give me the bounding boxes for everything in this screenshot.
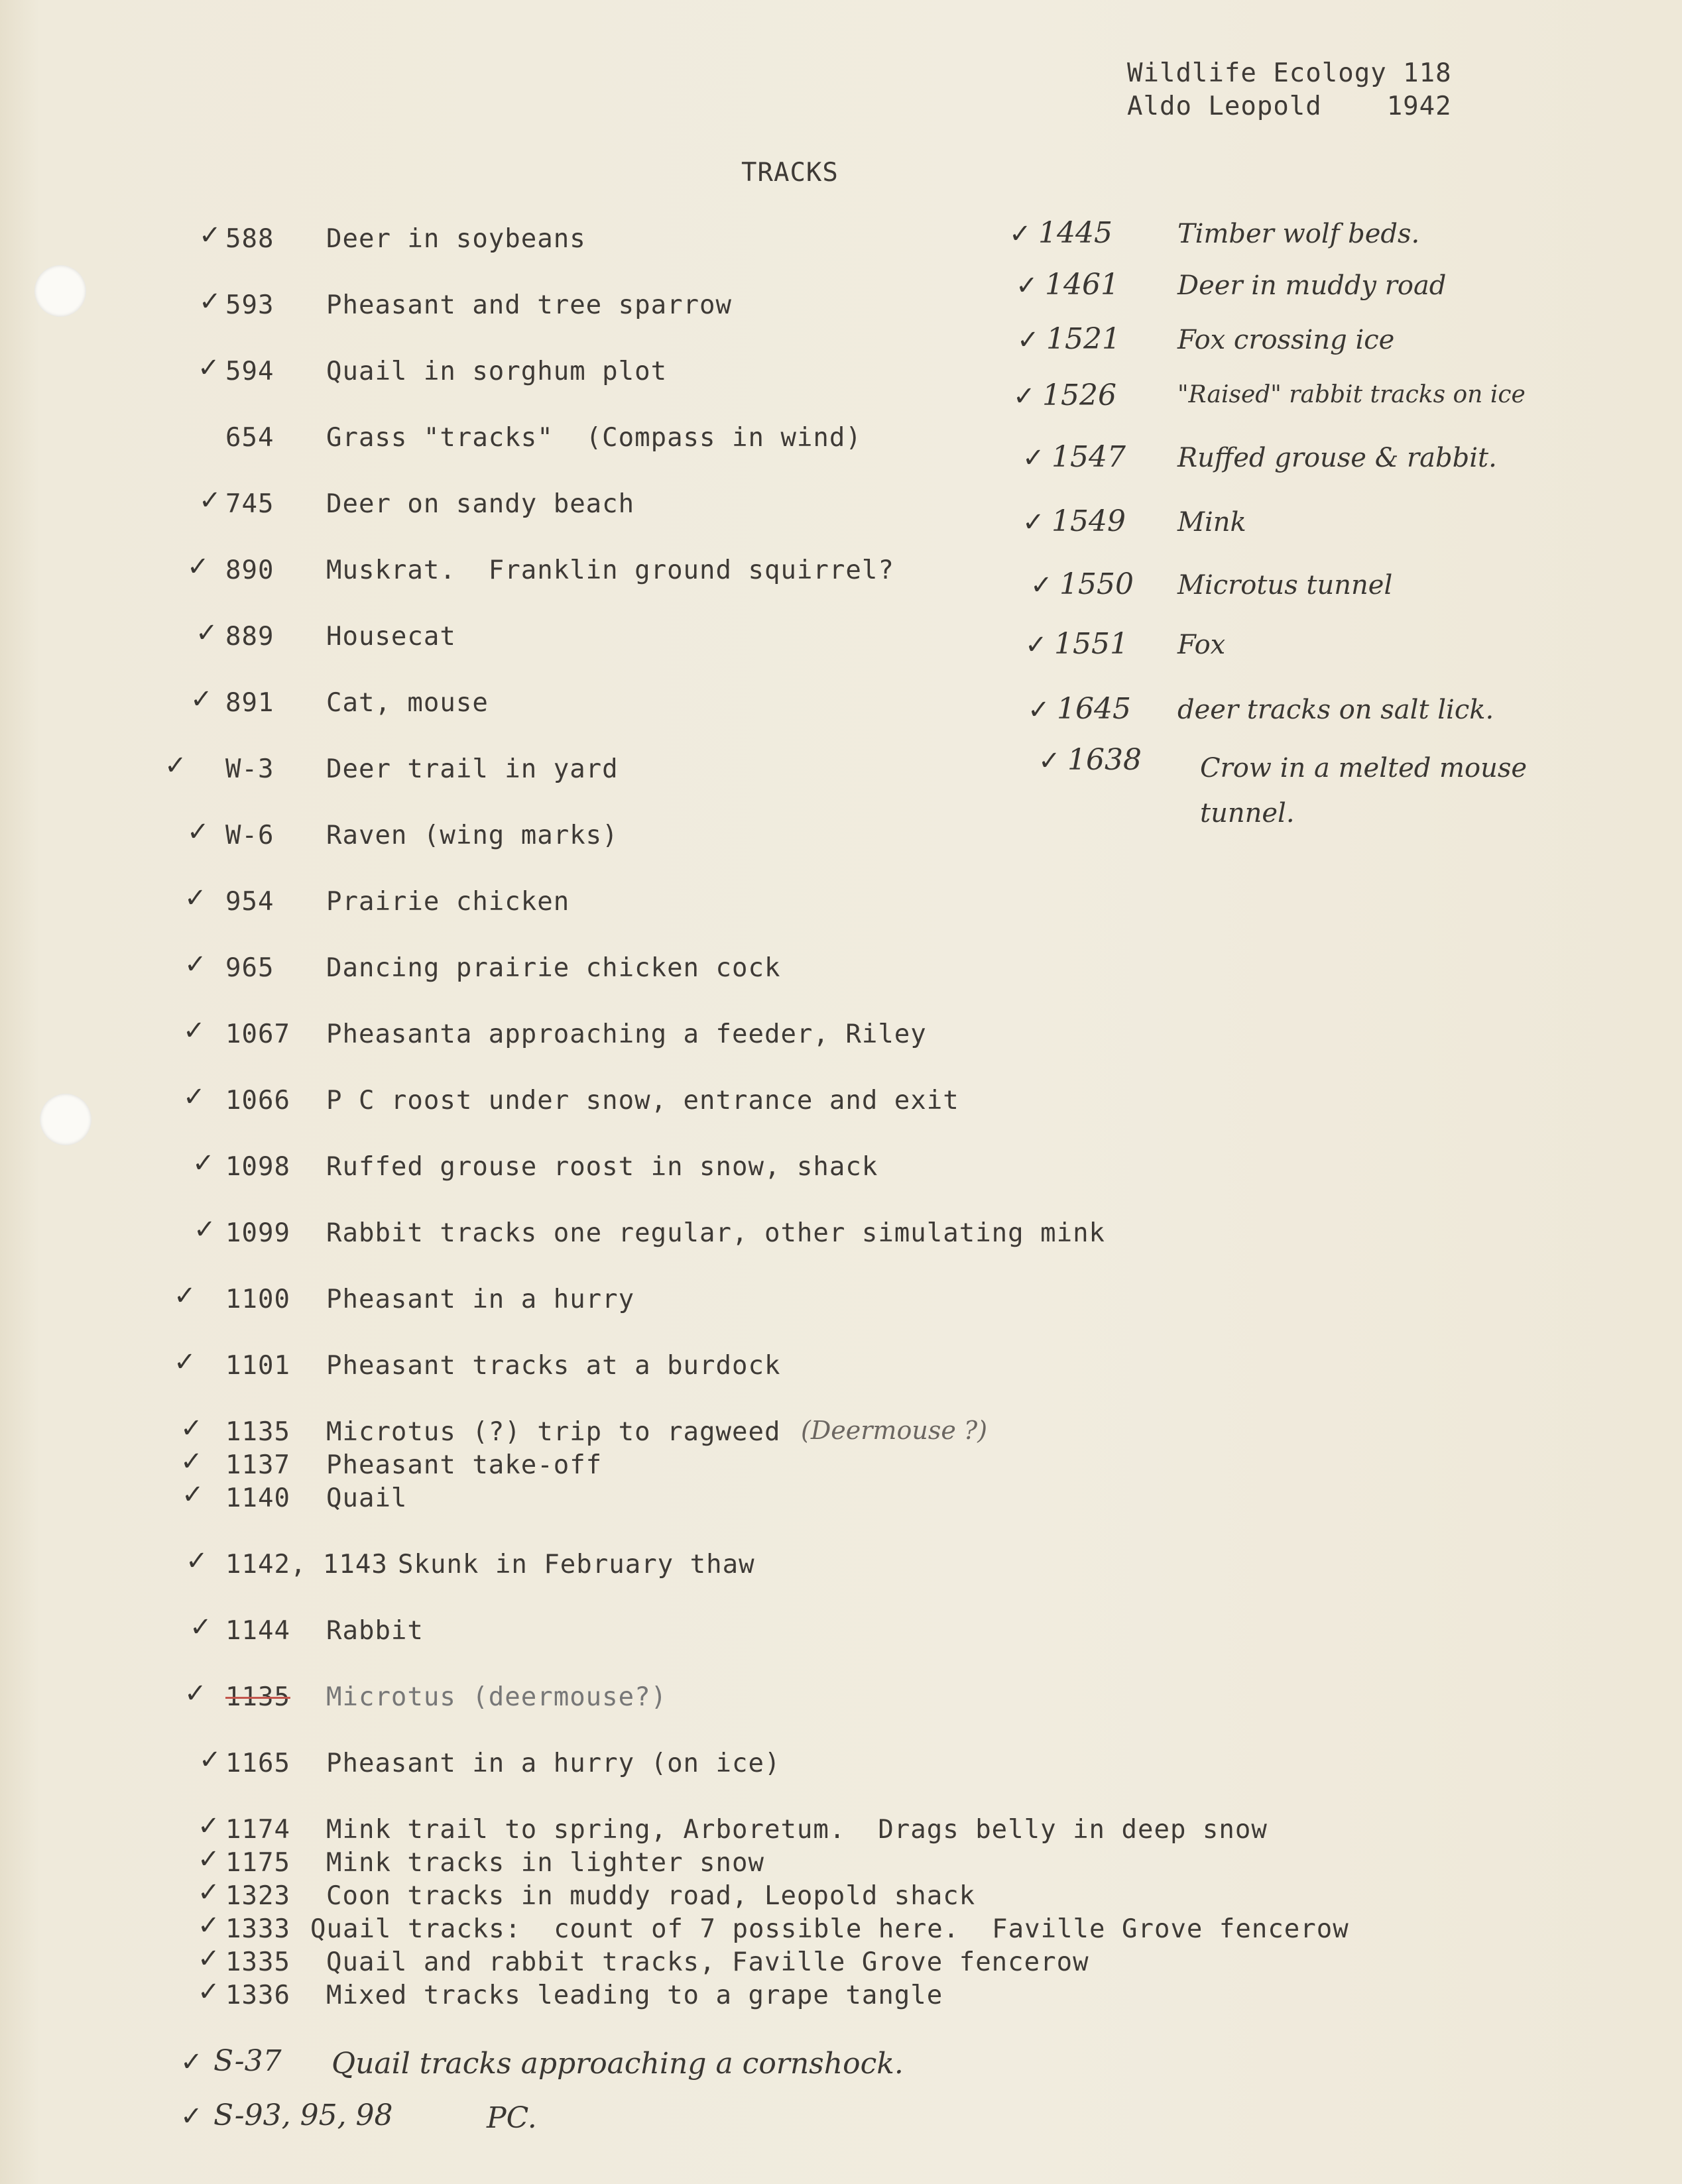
- entry-number: 1547: [1051, 440, 1126, 474]
- entry-number: W-6: [225, 821, 274, 850]
- entry-number: 1461: [1045, 268, 1119, 302]
- entry-number: 588: [225, 224, 274, 254]
- entry-number: 1549: [1051, 504, 1126, 538]
- entry-number: 1174: [225, 1815, 290, 1845]
- check-mark: ✓: [198, 353, 220, 383]
- check-mark: ✓: [174, 1281, 196, 1311]
- entry-description: Mink: [1177, 507, 1246, 538]
- entry-number: 1336: [225, 1981, 290, 2010]
- check-mark: ✓: [199, 220, 221, 251]
- entry-number: 1333: [225, 1914, 290, 1944]
- entry-number: 1100: [225, 1285, 290, 1314]
- entry-description: PC.: [487, 2101, 537, 2135]
- entry-number: S-93, 95, 98: [213, 2098, 393, 2132]
- check-mark: ✓: [199, 286, 221, 317]
- entry-description: Quail tracks: count of 7 possible here. Faville Grove fencerow: [310, 1914, 1349, 1944]
- entry-number: 1335: [225, 1947, 290, 1977]
- check-mark: ✓: [194, 1214, 216, 1245]
- check-mark: ✓: [184, 1678, 207, 1709]
- author-line: [1127, 91, 1452, 121]
- check-mark: ✓: [187, 817, 210, 847]
- entry-description: Fox crossing ice: [1177, 325, 1395, 355]
- check-mark: ✓: [198, 1811, 220, 1841]
- entry-description: Deer in soybeans: [326, 224, 586, 254]
- check-mark: ✓: [198, 1977, 220, 2007]
- check-mark: ✓: [180, 1446, 203, 1477]
- entry-number: 1135: [225, 1417, 290, 1447]
- entry-description: Microtus tunnel: [1177, 570, 1393, 601]
- entry-number: 891: [225, 688, 274, 718]
- check-mark: ✓: [198, 1943, 220, 1974]
- entry-description: Pheasant in a hurry: [326, 1285, 635, 1314]
- entry-number: 594: [225, 357, 274, 386]
- entry-description: Raven (wing marks): [326, 821, 619, 850]
- entry-number: 890: [225, 555, 274, 585]
- entry-number: 1526: [1042, 378, 1116, 412]
- check-mark: ✓: [180, 2047, 203, 2077]
- entry-description: Quail in sorghum plot: [326, 357, 668, 386]
- entry-description: Mink tracks in lighter snow: [326, 1848, 764, 1878]
- entry-number: 745: [225, 489, 274, 519]
- entry-description: Prairie chicken: [326, 887, 570, 917]
- entry-number: 1135: [225, 1682, 290, 1712]
- entry-description: Rabbit: [326, 1616, 424, 1646]
- entry-description: Fox: [1177, 630, 1226, 660]
- entry-description: Mink trail to spring, Arboretum. Drags belly in deep snow: [326, 1815, 1268, 1845]
- entry-description: Pheasant and tree sparrow: [326, 290, 732, 320]
- page-title: TRACKS: [741, 158, 839, 188]
- entry-description: Ruffed grouse & rabbit.: [1177, 443, 1497, 473]
- entry-description: Microtus (?) trip to ragweed: [326, 1417, 781, 1447]
- punch-hole-top: [34, 265, 86, 317]
- check-mark: ✓: [1025, 630, 1048, 660]
- check-mark: ✓: [186, 1546, 208, 1576]
- entry-description: Pheasanta approaching a feeder, Riley: [326, 1019, 927, 1049]
- entry-description: Rabbit tracks one regular, other simulating mink: [326, 1218, 1106, 1248]
- entry-description: "Raised" rabbit tracks on ice: [1177, 381, 1526, 408]
- entry-number: 1550: [1059, 567, 1134, 601]
- entry-description: Coon tracks in muddy road, Leopold shack: [326, 1881, 976, 1911]
- check-mark: ✓: [183, 1082, 206, 1112]
- entry-description: Crow in a melted mouse tunnel.: [1200, 753, 1528, 829]
- entry-number: 593: [225, 290, 274, 320]
- check-mark: ✓: [199, 485, 221, 516]
- entry-description: Mixed tracks leading to a grape tangle: [326, 1981, 943, 2010]
- check-mark: ✓: [1013, 381, 1036, 412]
- entry-description: Housecat: [326, 622, 456, 652]
- entry-description: Deer on sandy beach: [326, 489, 635, 519]
- entry-description: Quail and rabbit tracks, Faville Grove fencerow: [326, 1947, 1089, 1977]
- entry-number: W-3: [225, 754, 274, 784]
- entry-description: Cat, mouse: [326, 688, 489, 718]
- check-mark: ✓: [1017, 325, 1040, 355]
- punch-hole-middle: [40, 1094, 91, 1145]
- check-mark: ✓: [198, 1910, 220, 1941]
- entry-description: Skunk in February thaw: [398, 1550, 755, 1580]
- entry-number: 1551: [1054, 627, 1128, 661]
- entry-description: Muskrat. Franklin ground squirrel?: [326, 555, 894, 585]
- entry-number: 1099: [225, 1218, 290, 1248]
- entry-description: deer tracks on salt lick.: [1177, 695, 1494, 725]
- entry-number: 1137: [225, 1450, 290, 1480]
- check-mark: ✓: [182, 1479, 204, 1510]
- entry-description: Ruffed grouse roost in snow, shack: [326, 1152, 878, 1182]
- course-title: Wildlife Ecology 118: [1127, 58, 1452, 88]
- check-mark: ✓: [183, 1015, 206, 1046]
- entry-description: Quail: [326, 1483, 408, 1513]
- check-mark: ✓: [199, 1745, 221, 1775]
- entry-number: 1066: [225, 1086, 290, 1116]
- entry-description: Timber wolf beds.: [1177, 219, 1420, 249]
- check-mark: ✓: [187, 551, 210, 582]
- check-mark: ✓: [1022, 443, 1045, 473]
- year: 1942: [1386, 91, 1452, 121]
- check-mark: ✓: [164, 750, 187, 781]
- entry-description: Microtus (deermouse?): [326, 1682, 668, 1712]
- check-mark: ✓: [198, 1877, 220, 1908]
- entry-number: 1165: [225, 1749, 290, 1778]
- entry-description: Deer trail in yard: [326, 754, 619, 784]
- entry-number: 1323: [225, 1881, 290, 1911]
- entry-number: 1638: [1067, 743, 1142, 777]
- check-mark: ✓: [196, 618, 218, 648]
- entry-number: 1140: [225, 1483, 290, 1513]
- check-mark: ✓: [1028, 695, 1050, 725]
- entry-description: Dancing prairie chicken cock: [326, 953, 781, 983]
- check-mark: ✓: [198, 1844, 220, 1874]
- entry-number: 1101: [225, 1351, 290, 1381]
- check-mark: ✓: [174, 1347, 196, 1377]
- entry-description: Quail tracks approaching a cornshock.: [331, 2047, 904, 2081]
- entry-number: 1098: [225, 1152, 290, 1182]
- check-mark: ✓: [180, 2101, 203, 2132]
- entry-number: 1142, 1143: [225, 1550, 388, 1580]
- entry-number: S-37: [213, 2044, 282, 2078]
- check-mark: ✓: [180, 1413, 203, 1444]
- check-mark: ✓: [1022, 507, 1045, 538]
- entry-number: 1067: [225, 1019, 290, 1049]
- check-mark: ✓: [1009, 219, 1032, 249]
- entry-number: 1521: [1046, 322, 1120, 356]
- entry-description: Pheasant take-off: [326, 1450, 603, 1480]
- entry-number: 1445: [1038, 216, 1112, 250]
- entry-description: Pheasant tracks at a burdock: [326, 1351, 781, 1381]
- author-name: Aldo Leopold: [1127, 91, 1322, 121]
- entry-description: P C roost under snow, entrance and exit: [326, 1086, 959, 1116]
- entry-number: 1645: [1057, 692, 1131, 726]
- entry-number: 954: [225, 887, 274, 917]
- entry-description: Deer in muddy road: [1177, 270, 1447, 301]
- check-mark: ✓: [184, 883, 207, 913]
- entry-description: Grass "tracks" (Compass in wind): [326, 423, 862, 453]
- handwritten-note: (Deermouse ?): [801, 1416, 988, 1445]
- check-mark: ✓: [1016, 270, 1038, 301]
- check-mark: ✓: [192, 1148, 215, 1178]
- check-mark: ✓: [190, 1612, 212, 1642]
- check-mark: ✓: [1030, 570, 1053, 601]
- entry-number: 965: [225, 953, 274, 983]
- entry-number: 1175: [225, 1848, 290, 1878]
- entry-number: 1144: [225, 1616, 290, 1646]
- entry-description: Pheasant in a hurry (on ice): [326, 1749, 781, 1778]
- check-mark: ✓: [1038, 746, 1061, 776]
- entry-number: 654: [225, 423, 274, 453]
- entry-number: 889: [225, 622, 274, 652]
- check-mark: ✓: [184, 949, 207, 980]
- check-mark: ✓: [190, 684, 213, 715]
